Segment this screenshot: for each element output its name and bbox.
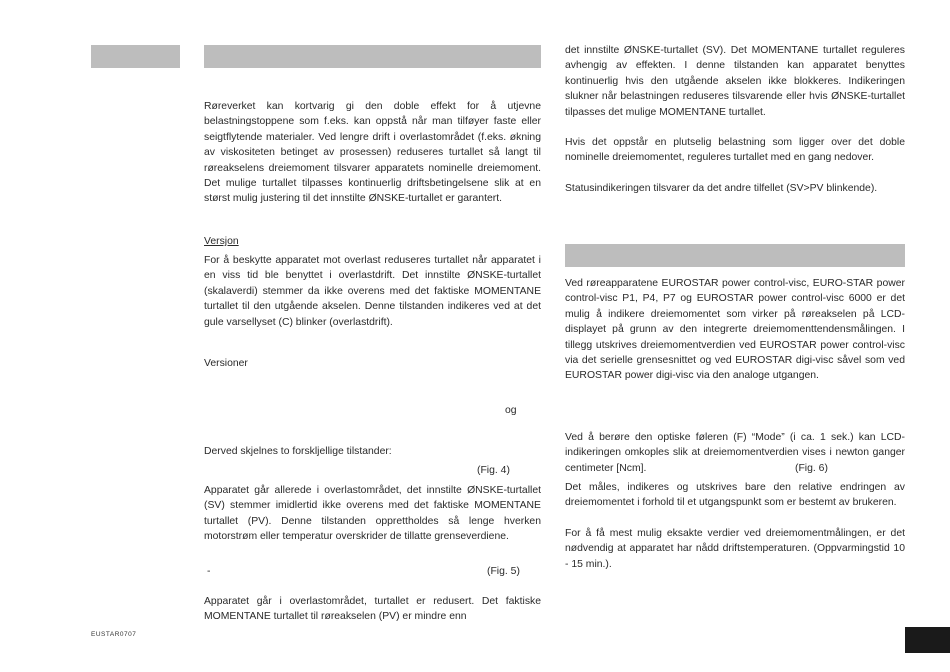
section-heading-bar-right: [565, 244, 905, 267]
fig5-reference: (Fig. 5): [487, 566, 520, 577]
versjon-label: Versjon: [204, 236, 239, 247]
fig4-reference: (Fig. 4): [477, 465, 510, 476]
state2-paragraph: Apparatet går i overlastområdet, turtallet er redusert. Det faktiske MOMENTANE turtallet til røreakselen (PV) er mindre enn: [204, 596, 541, 623]
og-text: og: [505, 405, 517, 416]
versioner-label: Versioner: [204, 358, 248, 369]
warmup-paragraph: For å få mest mulig eksakte verdier ved dreiemomentmålingen, er det nødvendig at apparatet har nådd driftstemperaturen. (Oppvarmingstid 10 - 15 min.).: [565, 528, 905, 570]
hvis-paragraph: Hvis det oppstår en plutselig belastning som ligger over det doble nominelle dreiemomentet, reguleres turtallet med en gang nedover.: [565, 137, 905, 164]
derved-text: Derved skjelnes to forskljellige tilstander:: [204, 446, 392, 457]
versjon-paragraph: For å beskytte apparatet mot overlast reduseres turtallet når apparatet i en viss tid ble benyttet i overlastdrift. Det innstilte ØNSKE-turtallet (skalaverdi) stemmer da ikke overens med det faktiske MOMENTANE turtallet til den utgående akselen. Denne tilstanden indikeres ved at det gule varsellyset (C) blinker (overlastdrift).: [204, 255, 541, 328]
status-paragraph: Statusindikeringen tilsvarer da det andre tilfellet (SV>PV blinkende).: [565, 183, 878, 194]
state1-paragraph: Apparatet går allerede i overlastområdet, det innstilte ØNSKE-turtallet (SV) stemmer imidlertid ikke overens med det faktiske MOMENTANE turtallet (PV). Denne tilstanden opprettholdes så lenge hverken motorstrøm eller temperatur overskrider de tillatte grenseverdiene.: [204, 485, 541, 543]
footer-code: EUSTAR0707: [91, 631, 137, 638]
torque-intro-paragraph: Ved røreapparatene EUROSTAR power control-visc, EURO-STAR power control-visc P1, P4, P7 og EUROSTAR power control-visc 6000 er det mulig å indikere dreiemomentet som virker på røreakselen på LCD-displayet på grunn av den integrerte dreiemomenttendensmålingen. I tillegg utskrives dreiemomentverdien ved EUROSTAR power control-visc via det serielle grensesnittet og ved EUROSTAR digi-visc såvel som ved EUROSTAR power digi-visc via den analoge utgangen.: [565, 278, 905, 382]
measurement-paragraph: Det måles, indikeres og utskrives bare den relative endringen av dreiemomentet i forhold til et utgangspunkt som er bestemt av brukeren.: [565, 482, 905, 509]
dash-marker: -: [207, 566, 211, 577]
mode-paragraph: Ved å berøre den optiske føleren (F) “Mode” (i ca. 1 sek.) kan LCD-indikeringen omkoples slik at dreiemomentverdien vises i newton ganger centimeter [Ncm].: [565, 432, 905, 474]
fig6-reference: (Fig. 6): [795, 463, 828, 474]
section-marker-bar: [91, 45, 180, 68]
page-number-tab: [905, 627, 950, 653]
continued-paragraph: det innstilte ØNSKE-turtallet (SV). Det MOMENTANE turtallet reguleres avhengig av effekten. I denne tilstanden kan apparatet benyttes kontinuerlig hvis den utgående akselen ikke blokkeres. Indikeringen slukner når belastningen reduseres tilsvarende eller hvis ØNSKE-turtallet tilpasses det mulige MOMENTANE turtallet.: [565, 45, 905, 118]
intro-paragraph: Røreverket kan kortvarig gi den doble effekt for å utjevne belastningstoppene som f.eks. kan oppstå når man tilføyer faste eller seigtflytende materialer. Ved lengre drift i overlastområdet (f.eks. økning av viskositeten betinget av prosessen) reduseres turtallet så langt til røreakselens dreiemoment tilsvarer apparatets nominelle dreiemoment. Det mulige turtallet tilpasses kontinuerlig driftsbetingelsene slik at en størst mulig justering til det innstilte ØNSKE-turtallet er garantert.: [204, 101, 541, 205]
section-heading-bar: [204, 45, 541, 68]
